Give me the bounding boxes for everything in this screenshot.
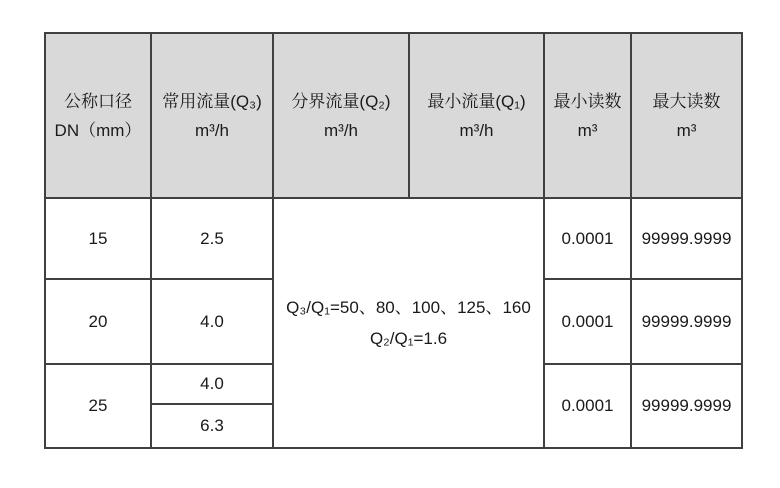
header-line: 公称口径 xyxy=(64,91,132,111)
header-nominal-diameter xyxy=(45,33,151,198)
cell-dn-20: 20 xyxy=(45,279,151,364)
header-line: m³ xyxy=(676,120,697,140)
table-row-dn15 xyxy=(45,198,742,279)
header-line: m³/h xyxy=(195,120,229,140)
cell-max-reading-dn15: 99999.9999 xyxy=(631,198,742,279)
header-minimum-reading xyxy=(544,33,631,198)
header-line: m³/h xyxy=(324,120,358,140)
header-line: DN（mm） xyxy=(54,120,142,140)
header-line: m³ xyxy=(577,120,598,140)
cell-q3-dn15: 2.5 xyxy=(151,198,273,279)
cell-min-reading-dn20: 0.0001 xyxy=(544,279,631,364)
cell-flow-ratio-note xyxy=(273,198,544,448)
cell-max-reading-dn25: 99999.9999 xyxy=(631,364,742,448)
cell-dn-25: 25 xyxy=(45,364,151,448)
cell-min-reading-dn15: 0.0001 xyxy=(544,198,631,279)
cell-dn-15: 15 xyxy=(45,198,151,279)
flow-ratio-line-2: Q₂/Q₁=1.6 xyxy=(369,329,448,348)
flow-ratio-line-1: Q₃/Q₁=50、80、100、125、160 xyxy=(286,298,531,317)
cell-q3-dn25-lower: 6.3 xyxy=(151,404,273,448)
cell-min-reading-dn25: 0.0001 xyxy=(544,364,631,448)
header-line: 最小流量(Q₁) xyxy=(427,91,526,111)
header-boundary-flow-q2 xyxy=(273,33,409,198)
header-common-flow-q3 xyxy=(151,33,273,198)
header-line: 最小读数 xyxy=(553,91,622,111)
header-line: m³/h xyxy=(459,120,494,140)
header-line: 常用流量(Q₃) xyxy=(162,91,262,111)
header-line: 分界流量(Q₂) xyxy=(291,91,391,111)
header-line: 最大读数 xyxy=(652,91,721,111)
cell-max-reading-dn20: 99999.9999 xyxy=(631,279,742,364)
cell-q3-dn20: 4.0 xyxy=(151,279,273,364)
header-row xyxy=(45,33,742,198)
header-minimum-flow-q1 xyxy=(409,33,544,198)
header-maximum-reading xyxy=(631,33,742,198)
cell-q3-dn25-upper: 4.0 xyxy=(151,364,273,404)
water-meter-spec-table xyxy=(44,32,743,449)
